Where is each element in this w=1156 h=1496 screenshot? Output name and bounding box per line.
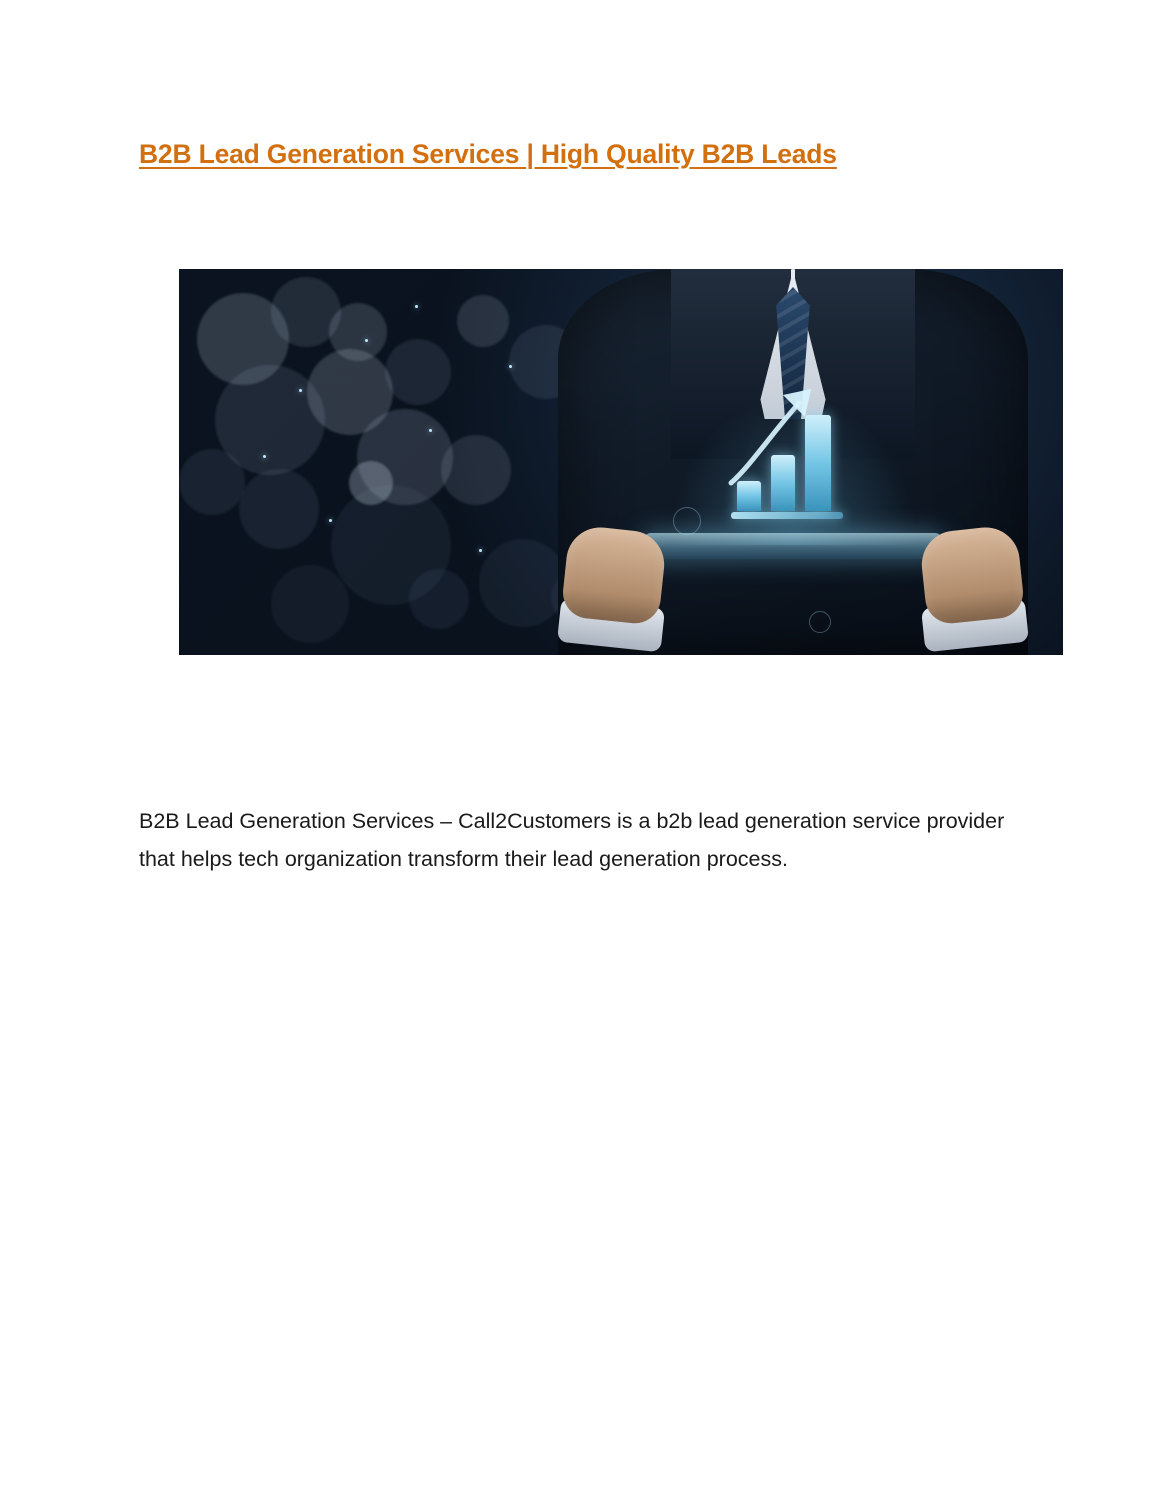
sparkle-dot [429, 429, 432, 432]
bokeh-circle [271, 565, 349, 643]
hero-image [179, 269, 1063, 655]
bokeh-circle [349, 461, 393, 505]
document-content [139, 0, 1023, 171]
sparkle-dot [509, 365, 512, 368]
bokeh-circle [239, 469, 319, 549]
businessman-figure [513, 269, 1063, 655]
sparkle-dot [263, 455, 266, 458]
chart-baseline [731, 512, 843, 519]
growth-arrow-icon [725, 379, 853, 489]
page-title: B2B Lead Generation Services | High Quality B2B Leads [139, 139, 837, 169]
bokeh-circle [409, 569, 469, 629]
sparkle-dot [299, 389, 302, 392]
holographic-bar-chart-icon [731, 379, 881, 529]
hud-ring [809, 611, 831, 633]
sparkle-dot [365, 339, 368, 342]
bokeh-circle [457, 295, 509, 347]
hand-left [560, 524, 667, 626]
hand-right [918, 524, 1025, 626]
sparkle-dot [479, 549, 482, 552]
body-paragraph: B2B Lead Generation Services – Call2Customers is a b2b lead generation service provider that helps tech organization transform their lead generation process. [139, 808, 1005, 871]
bokeh-circle [179, 449, 245, 515]
sparkle-dot [329, 519, 332, 522]
hud-ring [673, 507, 701, 535]
bokeh-circle [385, 339, 451, 405]
bokeh-circle [441, 435, 511, 505]
tablet-device [643, 533, 943, 559]
sparkle-dot [415, 305, 418, 308]
